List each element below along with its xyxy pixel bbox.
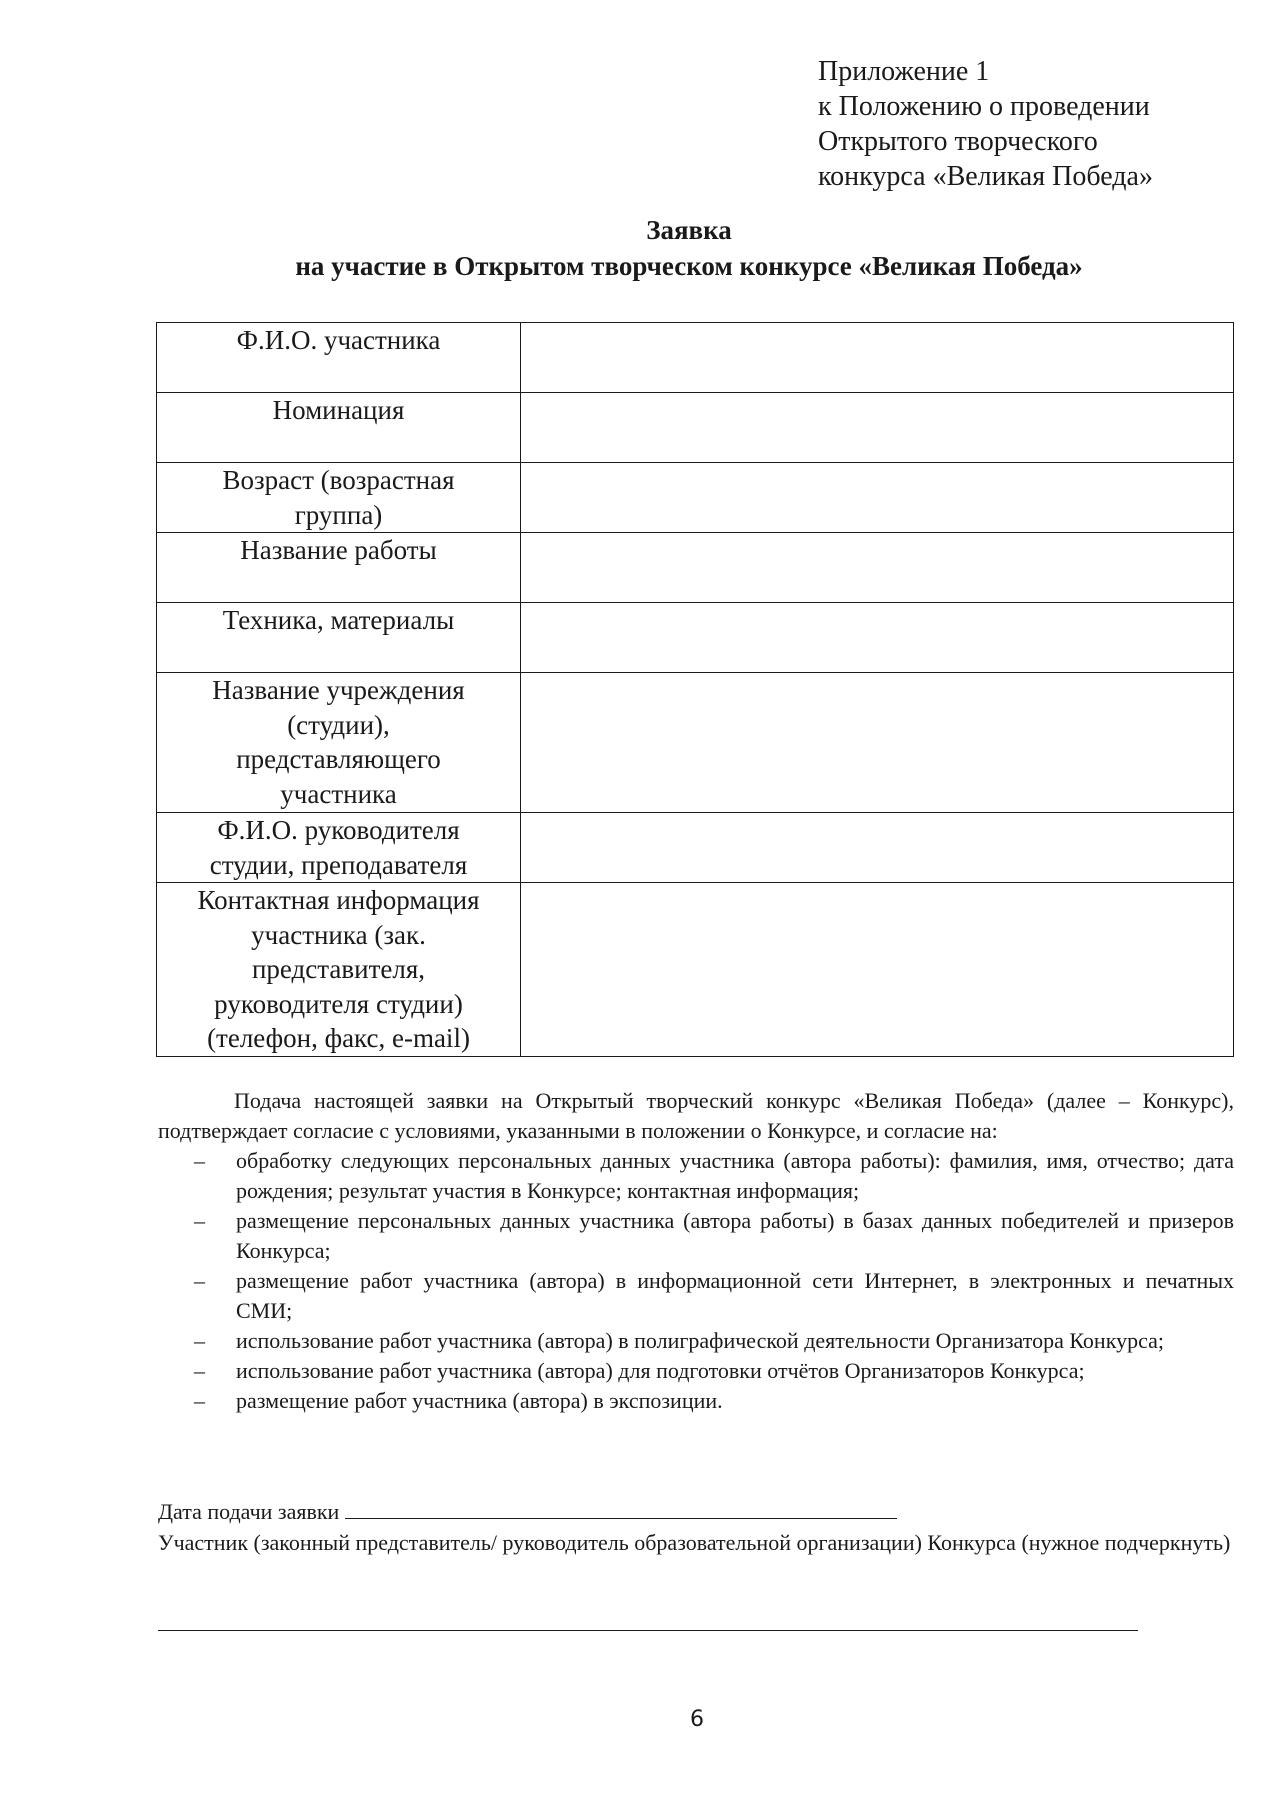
consent-list: [158, 1146, 1234, 1416]
form-value-cell[interactable]: [521, 393, 1234, 463]
consent-item: [158, 1356, 1234, 1386]
appendix-header: [818, 54, 1238, 194]
form-value-cell[interactable]: [521, 673, 1234, 813]
dash-bullet: –: [194, 1328, 205, 1353]
form-row-name: [157, 323, 1234, 393]
signature-underline[interactable]: [158, 1630, 1138, 1631]
form-label: Название работы: [157, 533, 521, 603]
consent-section: [158, 1086, 1234, 1416]
consent-item: [158, 1266, 1234, 1326]
consent-item: [158, 1386, 1234, 1416]
form-value-cell[interactable]: [521, 533, 1234, 603]
date-field-underline[interactable]: [345, 1494, 897, 1519]
consent-item-text: размещение работ участника (автора) в информационной сети Интернет, в электронных и печатных СМИ;: [236, 1268, 1234, 1323]
appendix-line: к Положению о проведении: [818, 91, 1150, 122]
form-row-technique: [157, 603, 1234, 673]
consent-item: [158, 1326, 1234, 1356]
appendix-line: Приложение 1: [818, 56, 990, 87]
form-row-age: [157, 463, 1234, 533]
form-label: Ф.И.О. руководителя студии, преподавателя: [157, 813, 521, 883]
form-value-cell[interactable]: [521, 323, 1234, 393]
page-number: 6: [690, 1707, 704, 1732]
title-line-2: на участие в Открытом творческом конкурсе «Великая Победа»: [295, 251, 1083, 281]
consent-item: [158, 1206, 1234, 1266]
consent-item-text: обработку следующих персональных данных участника (автора работы): фамилия, имя, отчество; дата рождения; результат участия в Конкурсе; контактная информация;: [236, 1148, 1234, 1203]
form-row-institution: [157, 673, 1234, 813]
consent-item: [158, 1146, 1234, 1206]
form-label: Номинация: [157, 393, 521, 463]
form-row-nomination: [157, 393, 1234, 463]
appendix-line: конкурса «Великая Победа»: [818, 161, 1153, 192]
dash-bullet: –: [194, 1208, 205, 1233]
form-value-cell[interactable]: [521, 883, 1234, 1057]
date-label: Дата подачи заявки: [158, 1499, 340, 1524]
form-value-cell[interactable]: [521, 463, 1234, 533]
form-label: Возраст (возрастная группа): [157, 463, 521, 533]
form-row-work-title: [157, 533, 1234, 603]
dash-bullet: –: [194, 1388, 205, 1413]
consent-item-text: размещение персональных данных участника (автора работы) в базах данных победителей и призеров Конкурса;: [236, 1208, 1234, 1263]
consent-item-text: размещение работ участника (автора) в экспозиции.: [236, 1388, 723, 1413]
appendix-line: Открытого творческого: [818, 126, 1098, 157]
form-value-cell[interactable]: [521, 603, 1234, 673]
consent-item-text: использование работ участника (автора) в полиграфической деятельности Организатора Конкурса;: [236, 1328, 1164, 1353]
submission-date-line: [158, 1494, 897, 1527]
dash-bullet: –: [194, 1358, 205, 1383]
form-value-cell[interactable]: [521, 813, 1234, 883]
form-label: Ф.И.О. участника: [157, 323, 521, 393]
form-label: Название учреждения (студии), представляющего участника: [157, 673, 521, 813]
consent-intro: Подача настоящей заявки на Открытый творческий конкурс «Великая Победа» (далее – Конкурс), подтверждает согласие с условиями, указанными в положении о Конкурсе, и согласие на:: [158, 1088, 1234, 1143]
form-row-supervisor: [157, 813, 1234, 883]
form-row-contacts: [157, 883, 1234, 1057]
document-title: [0, 212, 1280, 284]
consent-item-text: использование работ участника (автора) для подготовки отчётов Организаторов Конкурса;: [236, 1358, 1085, 1383]
application-form-table: [156, 322, 1234, 1057]
form-label: Техника, материалы: [157, 603, 521, 673]
dash-bullet: –: [194, 1148, 205, 1173]
title-line-1: Заявка: [646, 215, 732, 245]
form-label: Контактная информация участника (зак. представителя, руководителя студии) (телефон, факс, e-mail): [157, 883, 521, 1057]
participant-signature-note: Участник (законный представитель/ руководитель образовательной организации) Конкурса (нужное подчеркнуть): [158, 1530, 1231, 1555]
dash-bullet: –: [194, 1268, 205, 1293]
